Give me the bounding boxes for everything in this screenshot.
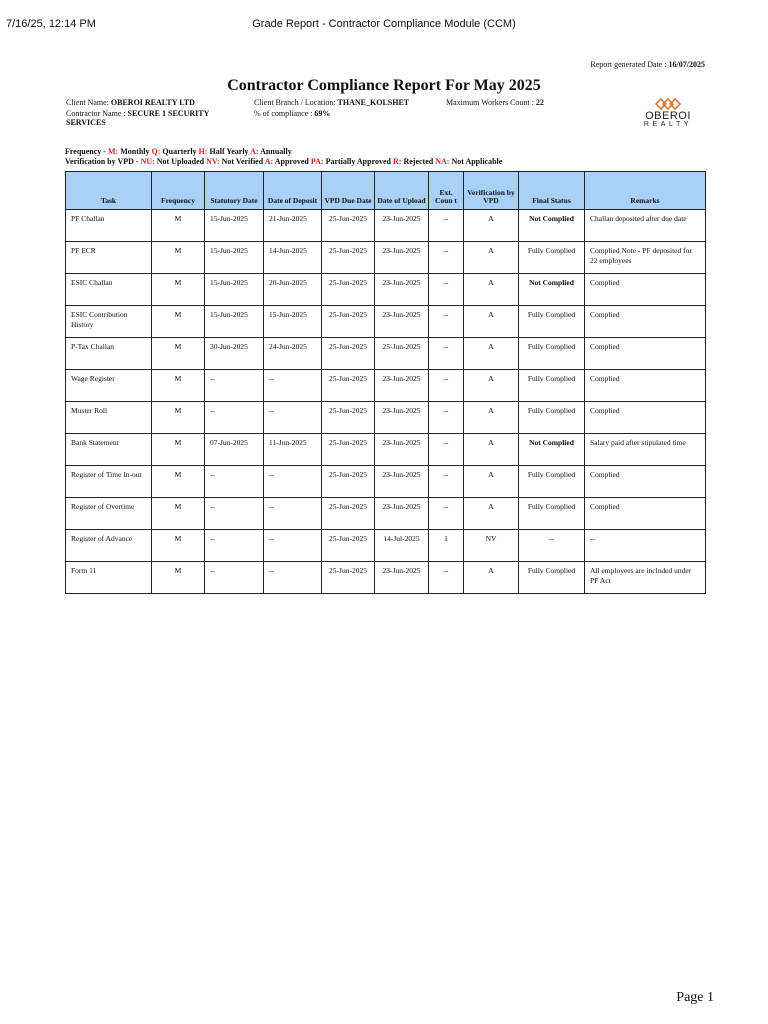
verification-cell: NV [464,530,519,562]
frequency-legend-item: Q: Quarterly [151,147,197,156]
statutory-date-cell: 15-Jun-2025 [205,242,264,274]
frequency-cell: M [152,402,205,434]
deposit-date-cell: -- [264,530,322,562]
deposit-date-cell: 15-Jun-2025 [264,306,322,338]
verification-cell: A [464,210,519,242]
ext-count-cell: -- [429,562,464,594]
upload-date-cell: 25-Jun-2025 [375,338,429,370]
max-workers-value: 22 [535,98,544,107]
deposit-date-cell: -- [264,562,322,594]
task-cell: ESIC Challan [66,274,152,306]
final-status-cell: Fully Complied [519,242,585,274]
upload-date-cell: 23-Jun-2025 [375,210,429,242]
task-cell: Register of Overtime [66,498,152,530]
remarks-cell: Complied Note - PF deposited for 22 employees [585,242,706,274]
upload-date-cell: 23-Jun-2025 [375,370,429,402]
client-branch [254,98,409,107]
vpd-due-date-cell: 25-Jun-2025 [322,530,375,562]
final-status-cell: Not Complied [519,434,585,466]
remarks-cell: Complied [585,498,706,530]
task-cell: ESIC Contribution History [66,306,152,338]
deposit-date-cell: 21-Jun-2025 [264,210,322,242]
frequency-cell: M [152,434,205,466]
client-name-value: OBEROI REALTY LTD [110,98,195,107]
upload-date-cell: 23-Jun-2025 [375,274,429,306]
compliance-table [65,171,706,594]
ext-count-cell: -- [429,242,464,274]
max-workers-label: Maximum Workers Count : [446,98,534,107]
frequency-legend-item: M: Monthly [107,147,150,156]
statutory-date-cell: 07-Jun-2025 [205,434,264,466]
task-cell: Register of Time In-out [66,466,152,498]
ext-count-cell: -- [429,338,464,370]
max-workers [446,98,544,107]
contractor-name [66,109,246,127]
vpd-due-date-cell: 25-Jun-2025 [322,370,375,402]
vpd-due-date-cell: 25-Jun-2025 [322,402,375,434]
verification-cell: A [464,242,519,274]
verification-legend [65,157,502,166]
table-header-row [66,172,706,210]
report-generated-value: 16/07/2025 [668,60,705,69]
contractor-name-value-line1: SECURE 1 SECURITY [127,109,210,118]
verification-cell: A [464,306,519,338]
client-name [66,98,195,107]
verification-cell: A [464,338,519,370]
statutory-date-cell: 15-Jun-2025 [205,306,264,338]
frequency-cell: M [152,466,205,498]
final-status-cell: -- [519,530,585,562]
vpd-due-date-cell: 25-Jun-2025 [322,274,375,306]
col-header-date-of-upload: Date of Upload [375,172,429,210]
table-row [66,210,706,242]
frequency-cell: M [152,242,205,274]
statutory-date-cell: -- [205,402,264,434]
col-header-remarks: Remarks [585,172,706,210]
report-generated-date [590,60,705,69]
ext-count-cell: -- [429,466,464,498]
compliance-value: 69% [314,109,331,118]
verification-legend-item: NV: Not Verified [206,157,264,166]
frequency-cell: M [152,370,205,402]
remarks-cell: All employees are included under PF Act [585,562,706,594]
ext-count-cell: -- [429,210,464,242]
frequency-legend-label: Frequency - [65,147,106,156]
verification-legend-label: Verification by VPD - [65,157,139,166]
verification-legend-item: A: Approved [264,157,309,166]
vpd-due-date-cell: 25-Jun-2025 [322,562,375,594]
oberoi-realty-logo [630,98,706,132]
frequency-cell: M [152,498,205,530]
verification-legend-item: R: Rejected [393,157,434,166]
remarks-cell: Complied [585,274,706,306]
remarks-cell: Complied [585,370,706,402]
ext-count-cell: -- [429,274,464,306]
remarks-cell: Salary paid after stipulated time [585,434,706,466]
print-document-title: Grade Report - Contractor Compliance Module (CCM) [252,18,516,30]
task-cell: Form 11 [66,562,152,594]
client-branch-label: Client Branch / Location: [254,98,336,107]
remarks-cell: Challan deposited after due date [585,210,706,242]
remarks-cell: Complied [585,466,706,498]
col-header-vpd-due-date: VPD Due Date [322,172,375,210]
logo-brand-text: OBEROI [645,110,691,122]
table-row [66,338,706,370]
verification-legend-item: PA: Partially Approved [310,157,391,166]
deposit-date-cell: -- [264,370,322,402]
verification-cell: A [464,402,519,434]
vpd-due-date-cell: 25-Jun-2025 [322,466,375,498]
task-cell: P-Tax Challan [66,338,152,370]
frequency-legend [65,147,292,156]
verification-cell: A [464,562,519,594]
upload-date-cell: 23-Jun-2025 [375,306,429,338]
task-cell: Muster Roll [66,402,152,434]
frequency-legend-item: H: Half Yearly [198,147,249,156]
client-name-label: Client Name: [66,98,109,107]
client-branch-value: THANE_KOLSHET [337,98,410,107]
vpd-due-date-cell: 25-Jun-2025 [322,338,375,370]
col-header-statutory-date: Statutory Date [205,172,264,210]
verification-cell: A [464,498,519,530]
upload-date-cell: 14-Jul-2025 [375,530,429,562]
table-row [66,274,706,306]
table-row [66,562,706,594]
statutory-date-cell: -- [205,498,264,530]
ext-count-cell: -- [429,370,464,402]
final-status-cell: Fully Complied [519,306,585,338]
statutory-date-cell: 15-Jun-2025 [205,274,264,306]
frequency-cell: M [152,306,205,338]
col-header-verification: Verification by VPD [464,172,519,210]
upload-date-cell: 23-Jun-2025 [375,242,429,274]
remarks-cell: -- [585,530,706,562]
table-body [66,210,706,594]
print-timestamp: 7/16/25, 12:14 PM [6,18,96,30]
col-header-task: Task [66,172,152,210]
table-row [66,306,706,338]
deposit-date-cell: -- [264,498,322,530]
deposit-date-cell: 24-Jun-2025 [264,338,322,370]
deposit-date-cell: -- [264,402,322,434]
logo-sub-text: REALTY [643,121,693,128]
frequency-cell: M [152,274,205,306]
table-row [66,466,706,498]
compliance-label: % of compliance : [254,109,313,118]
verification-cell: A [464,370,519,402]
remarks-cell: Complied [585,306,706,338]
task-cell: Bank Statement [66,434,152,466]
statutory-date-cell: 15-Jun-2025 [205,210,264,242]
upload-date-cell: 23-Jun-2025 [375,402,429,434]
vpd-due-date-cell: 25-Jun-2025 [322,498,375,530]
upload-date-cell: 23-Jun-2025 [375,434,429,466]
verification-cell: A [464,274,519,306]
frequency-legend-item: A: Annually [250,147,292,156]
contractor-name-value-line2: SERVICES [66,118,106,127]
table-row [66,402,706,434]
remarks-cell: Complied [585,338,706,370]
col-header-date-of-deposit: Date of Deposit [264,172,322,210]
page-number: Page 1 [676,990,714,1005]
upload-date-cell: 23-Jun-2025 [375,498,429,530]
vpd-due-date-cell: 25-Jun-2025 [322,434,375,466]
compliance-percent [254,109,330,118]
col-header-frequency: Frequency [152,172,205,210]
ext-count-cell: -- [429,498,464,530]
report-title: Contractor Compliance Report For May 2025 [227,77,541,94]
statutory-date-cell: -- [205,562,264,594]
statutory-date-cell: -- [205,530,264,562]
report-generated-label: Report generated Date : [590,60,667,69]
remarks-cell: Complied [585,402,706,434]
vpd-due-date-cell: 25-Jun-2025 [322,306,375,338]
task-cell: Wage Register [66,370,152,402]
table-row [66,434,706,466]
verification-cell: A [464,434,519,466]
verification-legend-item: NA: Not Applicable [435,157,503,166]
deposit-date-cell: 14-Jun-2025 [264,242,322,274]
verification-cell: A [464,466,519,498]
ext-count-cell: -- [429,434,464,466]
frequency-cell: M [152,562,205,594]
frequency-cell: M [152,530,205,562]
table-row [66,498,706,530]
col-header-ext-count: Ext. Coun t [429,172,464,210]
table-row [66,242,706,274]
deposit-date-cell: -- [264,466,322,498]
final-status-cell: Not Complied [519,274,585,306]
task-cell: Register of Advance [66,530,152,562]
statutory-date-cell: -- [205,466,264,498]
upload-date-cell: 23-Jun-2025 [375,466,429,498]
final-status-cell: Fully Complied [519,562,585,594]
final-status-cell: Not Complied [519,210,585,242]
contractor-name-label: Contractor Name : [66,109,126,118]
final-status-cell: Fully Complied [519,370,585,402]
table-row [66,370,706,402]
task-cell: PF ECR [66,242,152,274]
final-status-cell: Fully Complied [519,338,585,370]
final-status-cell: Fully Complied [519,498,585,530]
table-row [66,530,706,562]
col-header-final-status: Final Status [519,172,585,210]
verification-legend-item: NU: Not Uploaded [140,157,205,166]
statutory-date-cell: -- [205,370,264,402]
task-cell: PF Challan [66,210,152,242]
ext-count-cell: -- [429,402,464,434]
frequency-cell: M [152,210,205,242]
logo-mark-icon [654,98,682,110]
frequency-cell: M [152,338,205,370]
vpd-due-date-cell: 25-Jun-2025 [322,242,375,274]
vpd-due-date-cell: 25-Jun-2025 [322,210,375,242]
upload-date-cell: 23-Jun-2025 [375,562,429,594]
ext-count-cell: -- [429,306,464,338]
final-status-cell: Fully Complied [519,402,585,434]
deposit-date-cell: 20-Jun-2025 [264,274,322,306]
deposit-date-cell: 11-Jun-2025 [264,434,322,466]
ext-count-cell: 1 [429,530,464,562]
statutory-date-cell: 30-Jun-2025 [205,338,264,370]
final-status-cell: Fully Complied [519,466,585,498]
